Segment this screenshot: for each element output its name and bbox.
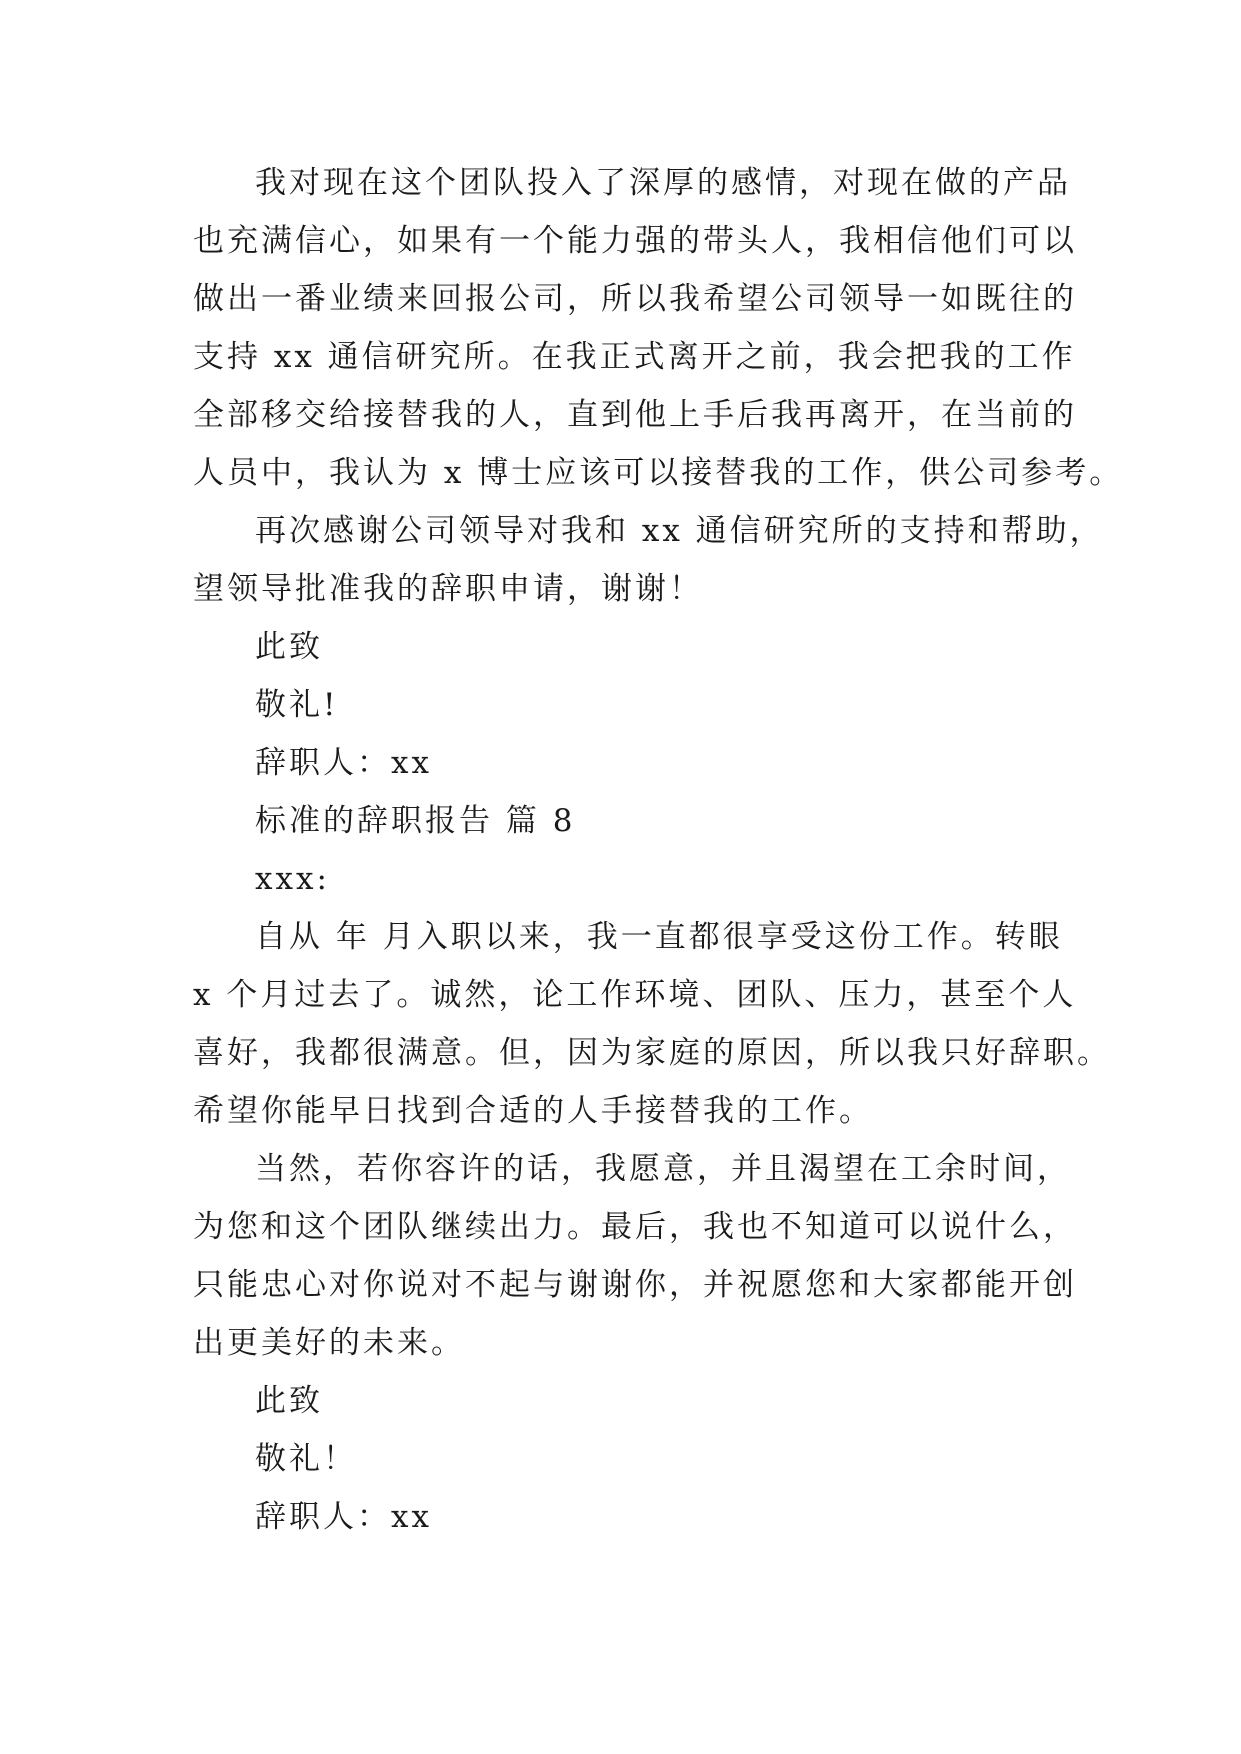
- paragraph-line: 为您和这个团队继续出力。最后，我也不知道可以说什么，: [193, 1209, 1077, 1245]
- paragraph-line: 出更美好的未来。: [193, 1325, 465, 1361]
- paragraph-line: 做出一番业绩来回报公司，所以我希望公司领导一如既往的: [193, 281, 1077, 317]
- paragraph-line: 人员中，我认为 x 博士应该可以接替我的工作，供公司参考。: [193, 455, 1124, 491]
- section-heading: 标准的辞职报告 篇 8: [255, 803, 576, 839]
- signature-line: 辞职人：xx: [255, 1499, 432, 1535]
- paragraph-line: 自从 年 月入职以来，我一直都很享受这份工作。转眼: [255, 919, 1063, 955]
- paragraph-line: 也充满信心，如果有一个能力强的带头人，我相信他们可以: [193, 223, 1077, 259]
- paragraph-line: 全部移交给接替我的人，直到他上手后我再离开，在当前的: [193, 397, 1077, 433]
- signature-line: 辞职人：xx: [255, 745, 432, 781]
- paragraph-line: 再次感谢公司领导对我和 xx 通信研究所的支持和帮助，: [255, 513, 1104, 549]
- paragraph-line: 希望你能早日找到合适的人手接替我的工作。: [193, 1093, 873, 1129]
- salutation-closing: 此致: [255, 1383, 323, 1419]
- salutation-closing: 此致: [255, 629, 323, 665]
- letter-addressee: xxx:: [255, 861, 330, 897]
- paragraph-line: 望领导批准我的辞职申请，谢谢！: [193, 571, 703, 607]
- salutation-regards: 敬礼！: [255, 1441, 357, 1477]
- paragraph-line: x 个月过去了。诚然，论工作环境、团队、压力，甚至个人: [193, 977, 1077, 1013]
- paragraph-line: 我对现在这个团队投入了深厚的感情，对现在做的产品: [255, 165, 1071, 201]
- paragraph-line: 喜好，我都很满意。但，因为家庭的原因，所以我只好辞职。: [193, 1035, 1111, 1071]
- paragraph-line: 支持 xx 通信研究所。在我正式离开之前，我会把我的工作: [193, 339, 1076, 375]
- paragraph-line: 当然，若你容许的话，我愿意，并且渴望在工余时间，: [255, 1151, 1071, 1187]
- salutation-regards: 敬礼!: [255, 687, 339, 723]
- paragraph-line: 只能忠心对你说对不起与谢谢你，并祝愿您和大家都能开创: [193, 1267, 1077, 1303]
